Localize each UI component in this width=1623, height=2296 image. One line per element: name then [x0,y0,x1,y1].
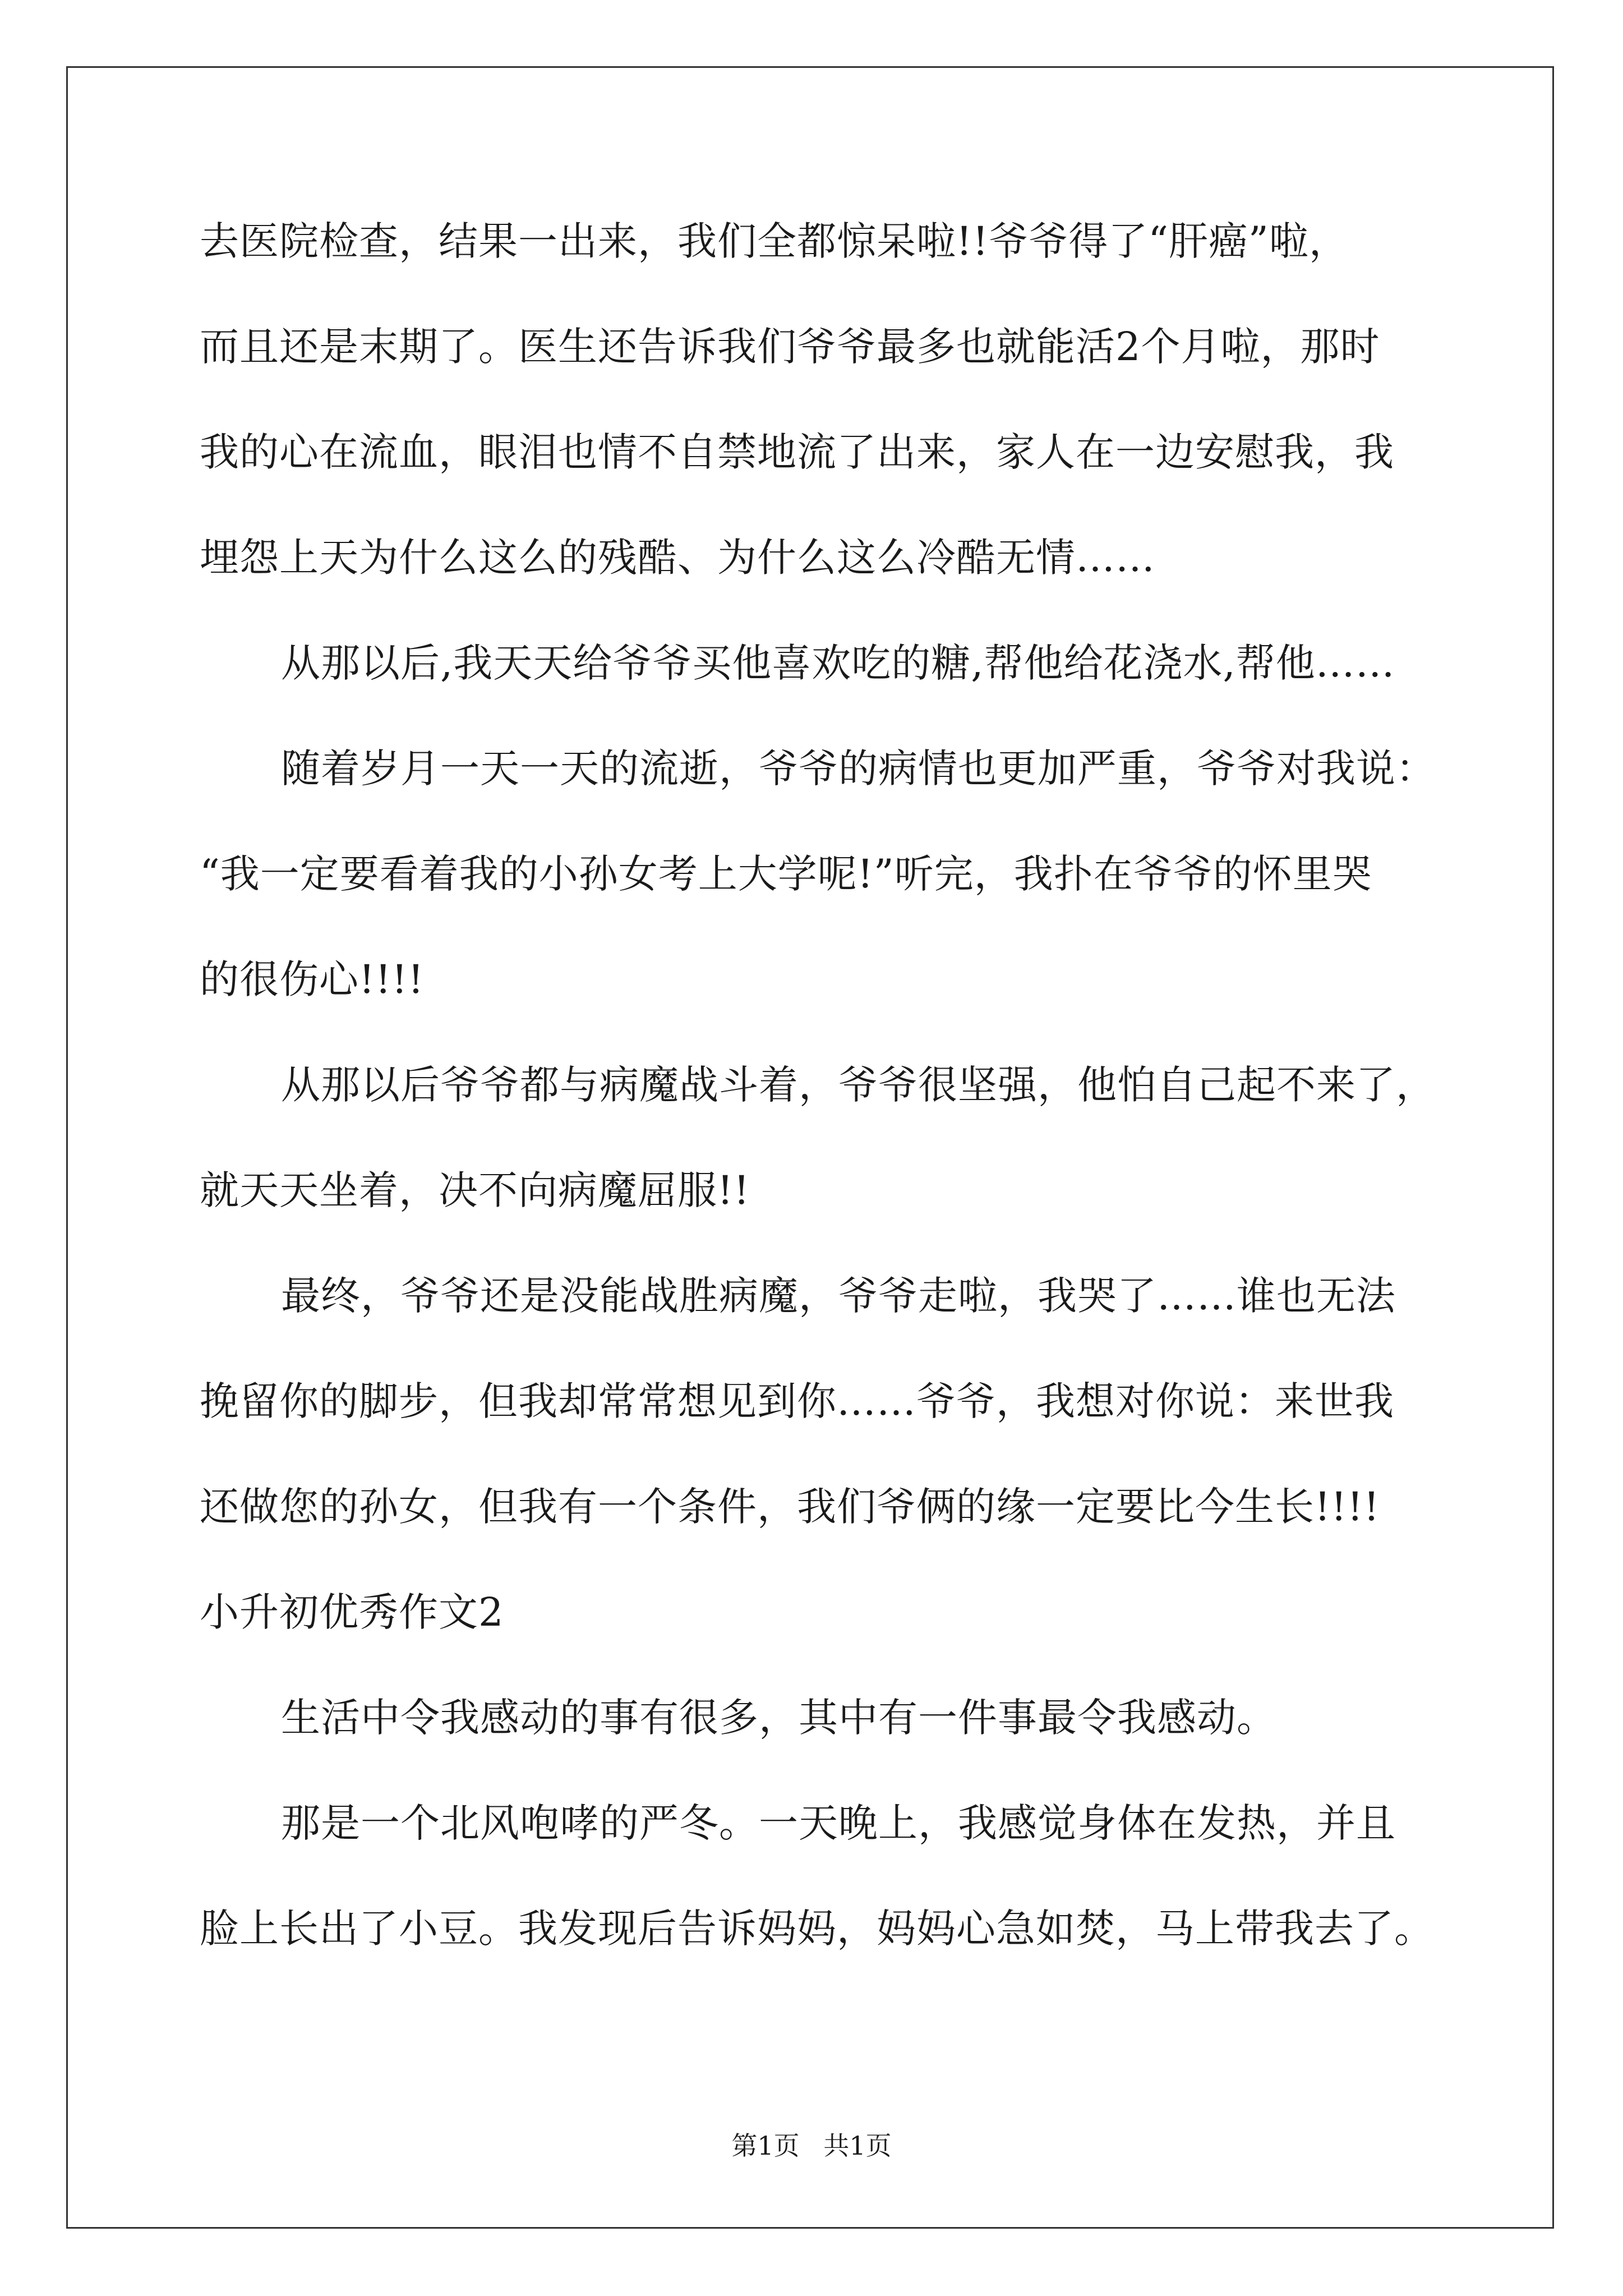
text-line: 挽留你的脚步，但我却常常想见到你……爷爷，我想对你说：来世我 [200,1378,1394,1424]
paragraph-start: 从那以后爷爷都与病魔战斗着，爷爷很坚强，他怕自己起不来了， [281,1062,1436,1108]
text-line: 埋怨上天为什么这么的残酷、为什么这么冷酷无情…… [200,535,1155,581]
page-number: 第1页 [731,2131,800,2161]
paragraph-start: 随着岁月一天一天的流逝，爷爷的病情也更加严重，爷爷对我说： [281,746,1436,792]
text-line: “我一定要看着我的小孙女考上大学呢!”听完，我扑在爷爷的怀里哭 [200,851,1372,897]
paragraph-start: 生活中令我感动的事有很多，其中有一件事最令我感动。 [281,1695,1276,1741]
paragraph-start: 那是一个北风咆哮的严冬。一天晚上，我感觉身体在发热，并且 [281,1800,1396,1846]
text-line: 的很伤心!!!! [200,956,425,1002]
page-total: 共1页 [823,2131,892,2161]
text-line: 而且还是末期了。医生还告诉我们爷爷最多也就能活2个月啦，那时 [200,324,1380,370]
text-line: 脸上长出了小豆。我发现后告诉妈妈，妈妈心急如焚，马上带我去了。 [200,1906,1434,1952]
page-footer [0,2129,1623,2162]
section-heading: 小升初优秀作文2 [200,1589,504,1635]
text-line: 就天天坐着，决不向病魔屈服!! [200,1167,750,1213]
paragraph-start: 从那以后,我天天给爷爷买他喜欢吃的糖,帮他给花浇水,帮他…… [281,640,1395,686]
text-line: 还做您的孙女，但我有一个条件，我们爷俩的缘一定要比今生长!!!! [200,1484,1380,1530]
text-line: 我的心在流血，眼泪也情不自禁地流了出来，家人在一边安慰我，我 [200,429,1394,475]
paragraph-start: 最终，爷爷还是没能战胜病魔，爷爷走啦，我哭了……谁也无法 [281,1273,1396,1319]
text-line: 去医院检查，结果一出来，我们全都惊呆啦!!爷爷得了“肝癌”啦， [200,218,1349,264]
